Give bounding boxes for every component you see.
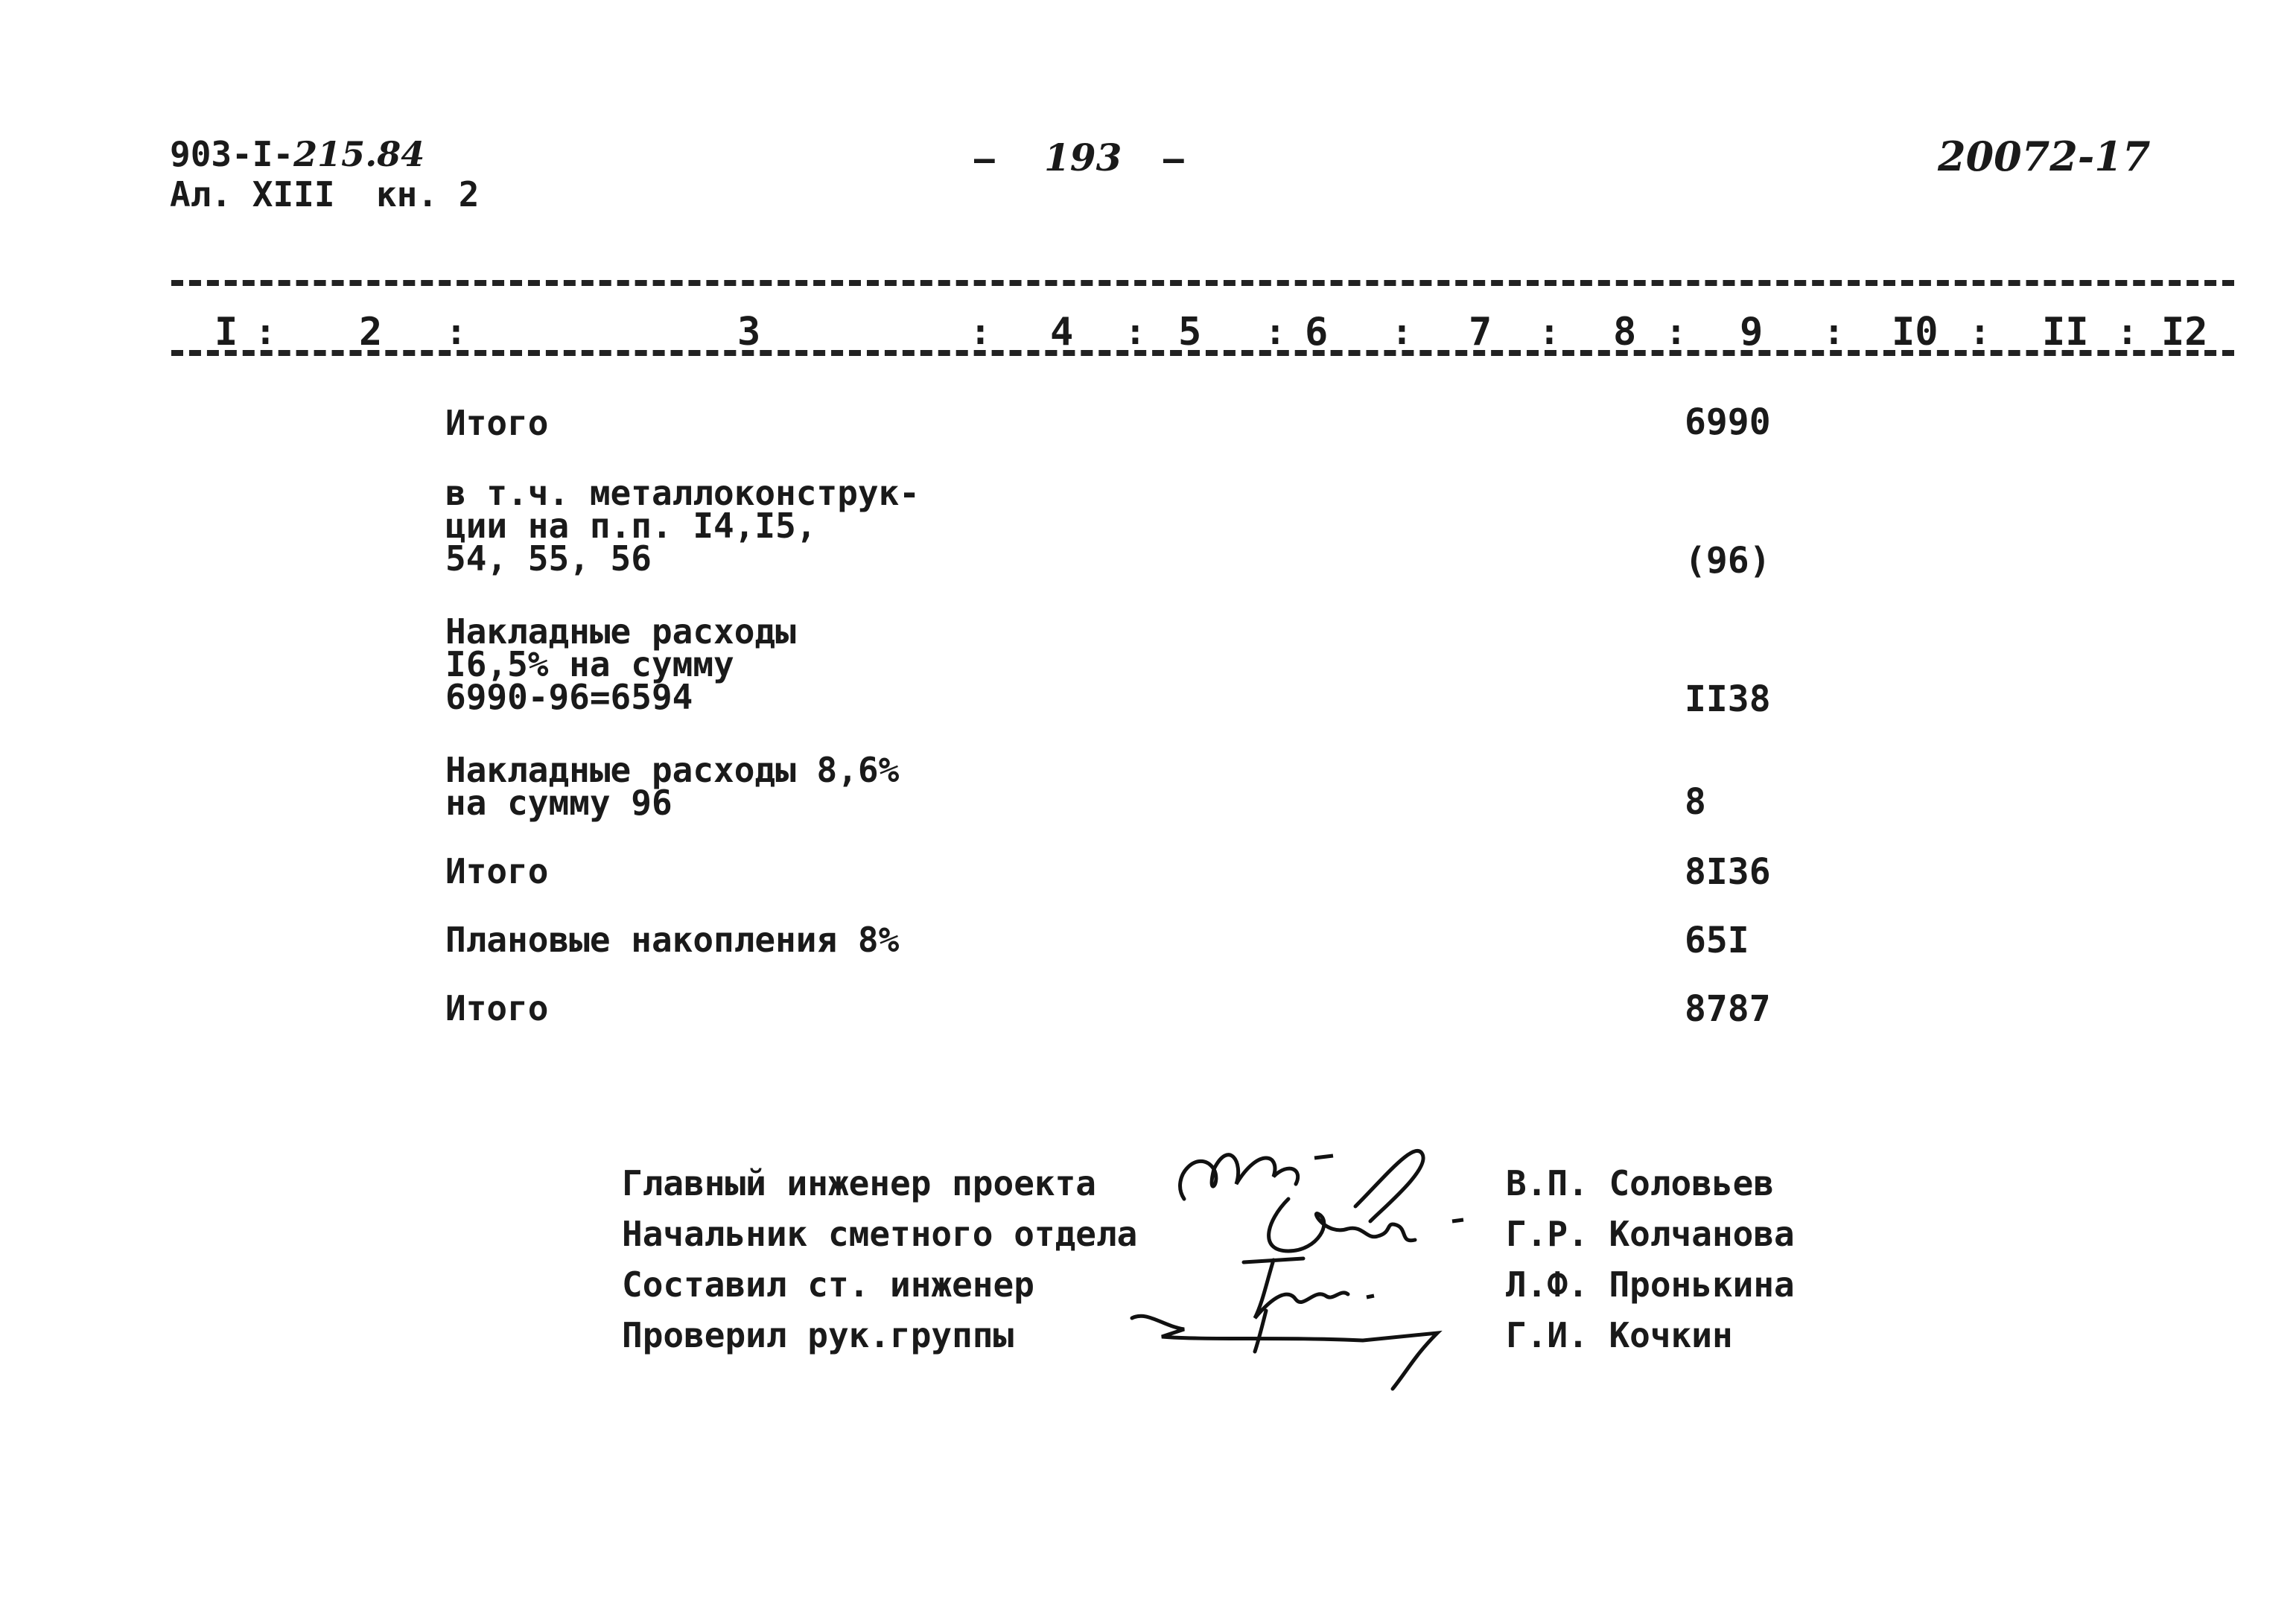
column-number: 2 xyxy=(359,310,383,354)
column-separator: : xyxy=(1969,311,1991,353)
column-separator: : xyxy=(1539,311,1560,353)
row-value: 8 xyxy=(1685,781,1706,823)
row-label: Плановые накопления 8% xyxy=(445,920,900,960)
row-label: Итого xyxy=(445,988,549,1028)
column-separator: : xyxy=(1265,311,1286,353)
header-dashed-rule-top xyxy=(171,280,2234,286)
row-value: 6990 xyxy=(1685,401,1771,443)
signature-title: Проверил рук.группы xyxy=(622,1315,1014,1355)
row-label: в т.ч. металлоконструк- ции на п.п. I4,I5, 54, 55, 56 xyxy=(445,473,920,579)
column-separator: : xyxy=(970,311,991,353)
document-code-handwritten: 215.84 xyxy=(293,134,425,174)
row-value: II38 xyxy=(1685,678,1771,720)
column-separator: : xyxy=(1665,311,1687,353)
column-separator: : xyxy=(1125,311,1146,353)
column-separator: : xyxy=(2117,311,2138,353)
page-number-dash-right: – xyxy=(1163,139,1184,179)
signature-title: Начальник сметного отдела xyxy=(622,1214,1138,1254)
row-value: (96) xyxy=(1685,540,1771,582)
row-value: 8787 xyxy=(1685,988,1771,1030)
handwritten-signature-4 xyxy=(1117,1296,1445,1393)
column-number: I2 xyxy=(2161,310,2208,354)
row-label: Накладные расходы 8,6% на сумму 96 xyxy=(445,750,900,823)
album-label: Ал. XIII кн. 2 xyxy=(170,174,480,214)
row-label: Итого xyxy=(445,403,549,443)
column-number: 8 xyxy=(1613,310,1637,354)
row-value: 8I36 xyxy=(1685,851,1771,893)
column-separator: : xyxy=(1823,311,1845,353)
column-number: 5 xyxy=(1178,310,1202,354)
row-label: Накладные расходы I6,5% на сумму 6990-96=6594 xyxy=(445,611,796,717)
column-number: 9 xyxy=(1740,310,1764,354)
signature-title: Главный инженер проекта xyxy=(622,1163,1096,1203)
signature-name: В.П. Соловьев xyxy=(1506,1163,1775,1203)
document-code xyxy=(170,136,424,173)
signature-name: Г.Р. Колчанова xyxy=(1506,1214,1795,1254)
signature-title: Составил ст. инженер xyxy=(622,1264,1034,1305)
archive-number: 20072-17 xyxy=(1938,133,2151,180)
column-number: 4 xyxy=(1050,310,1074,354)
column-separator: : xyxy=(445,311,467,353)
column-number: II xyxy=(2042,310,2089,354)
column-separator: : xyxy=(1391,311,1413,353)
row-label: Итого xyxy=(445,851,549,891)
row-value: 65I xyxy=(1685,920,1749,961)
column-number: I0 xyxy=(1892,310,1939,354)
signature-name: Г.И. Кочкин xyxy=(1506,1315,1733,1355)
column-number: 6 xyxy=(1305,310,1329,354)
column-number: I xyxy=(214,310,238,354)
document-code-prefix: 903-I- xyxy=(170,134,294,174)
column-number: 7 xyxy=(1469,310,1492,354)
page-number: 193 xyxy=(1044,136,1122,179)
column-number: 3 xyxy=(737,310,761,354)
page-number-dash-left: – xyxy=(974,139,995,179)
signature-name: Л.Ф. Пронькина xyxy=(1506,1264,1795,1305)
column-separator: : xyxy=(255,311,276,353)
